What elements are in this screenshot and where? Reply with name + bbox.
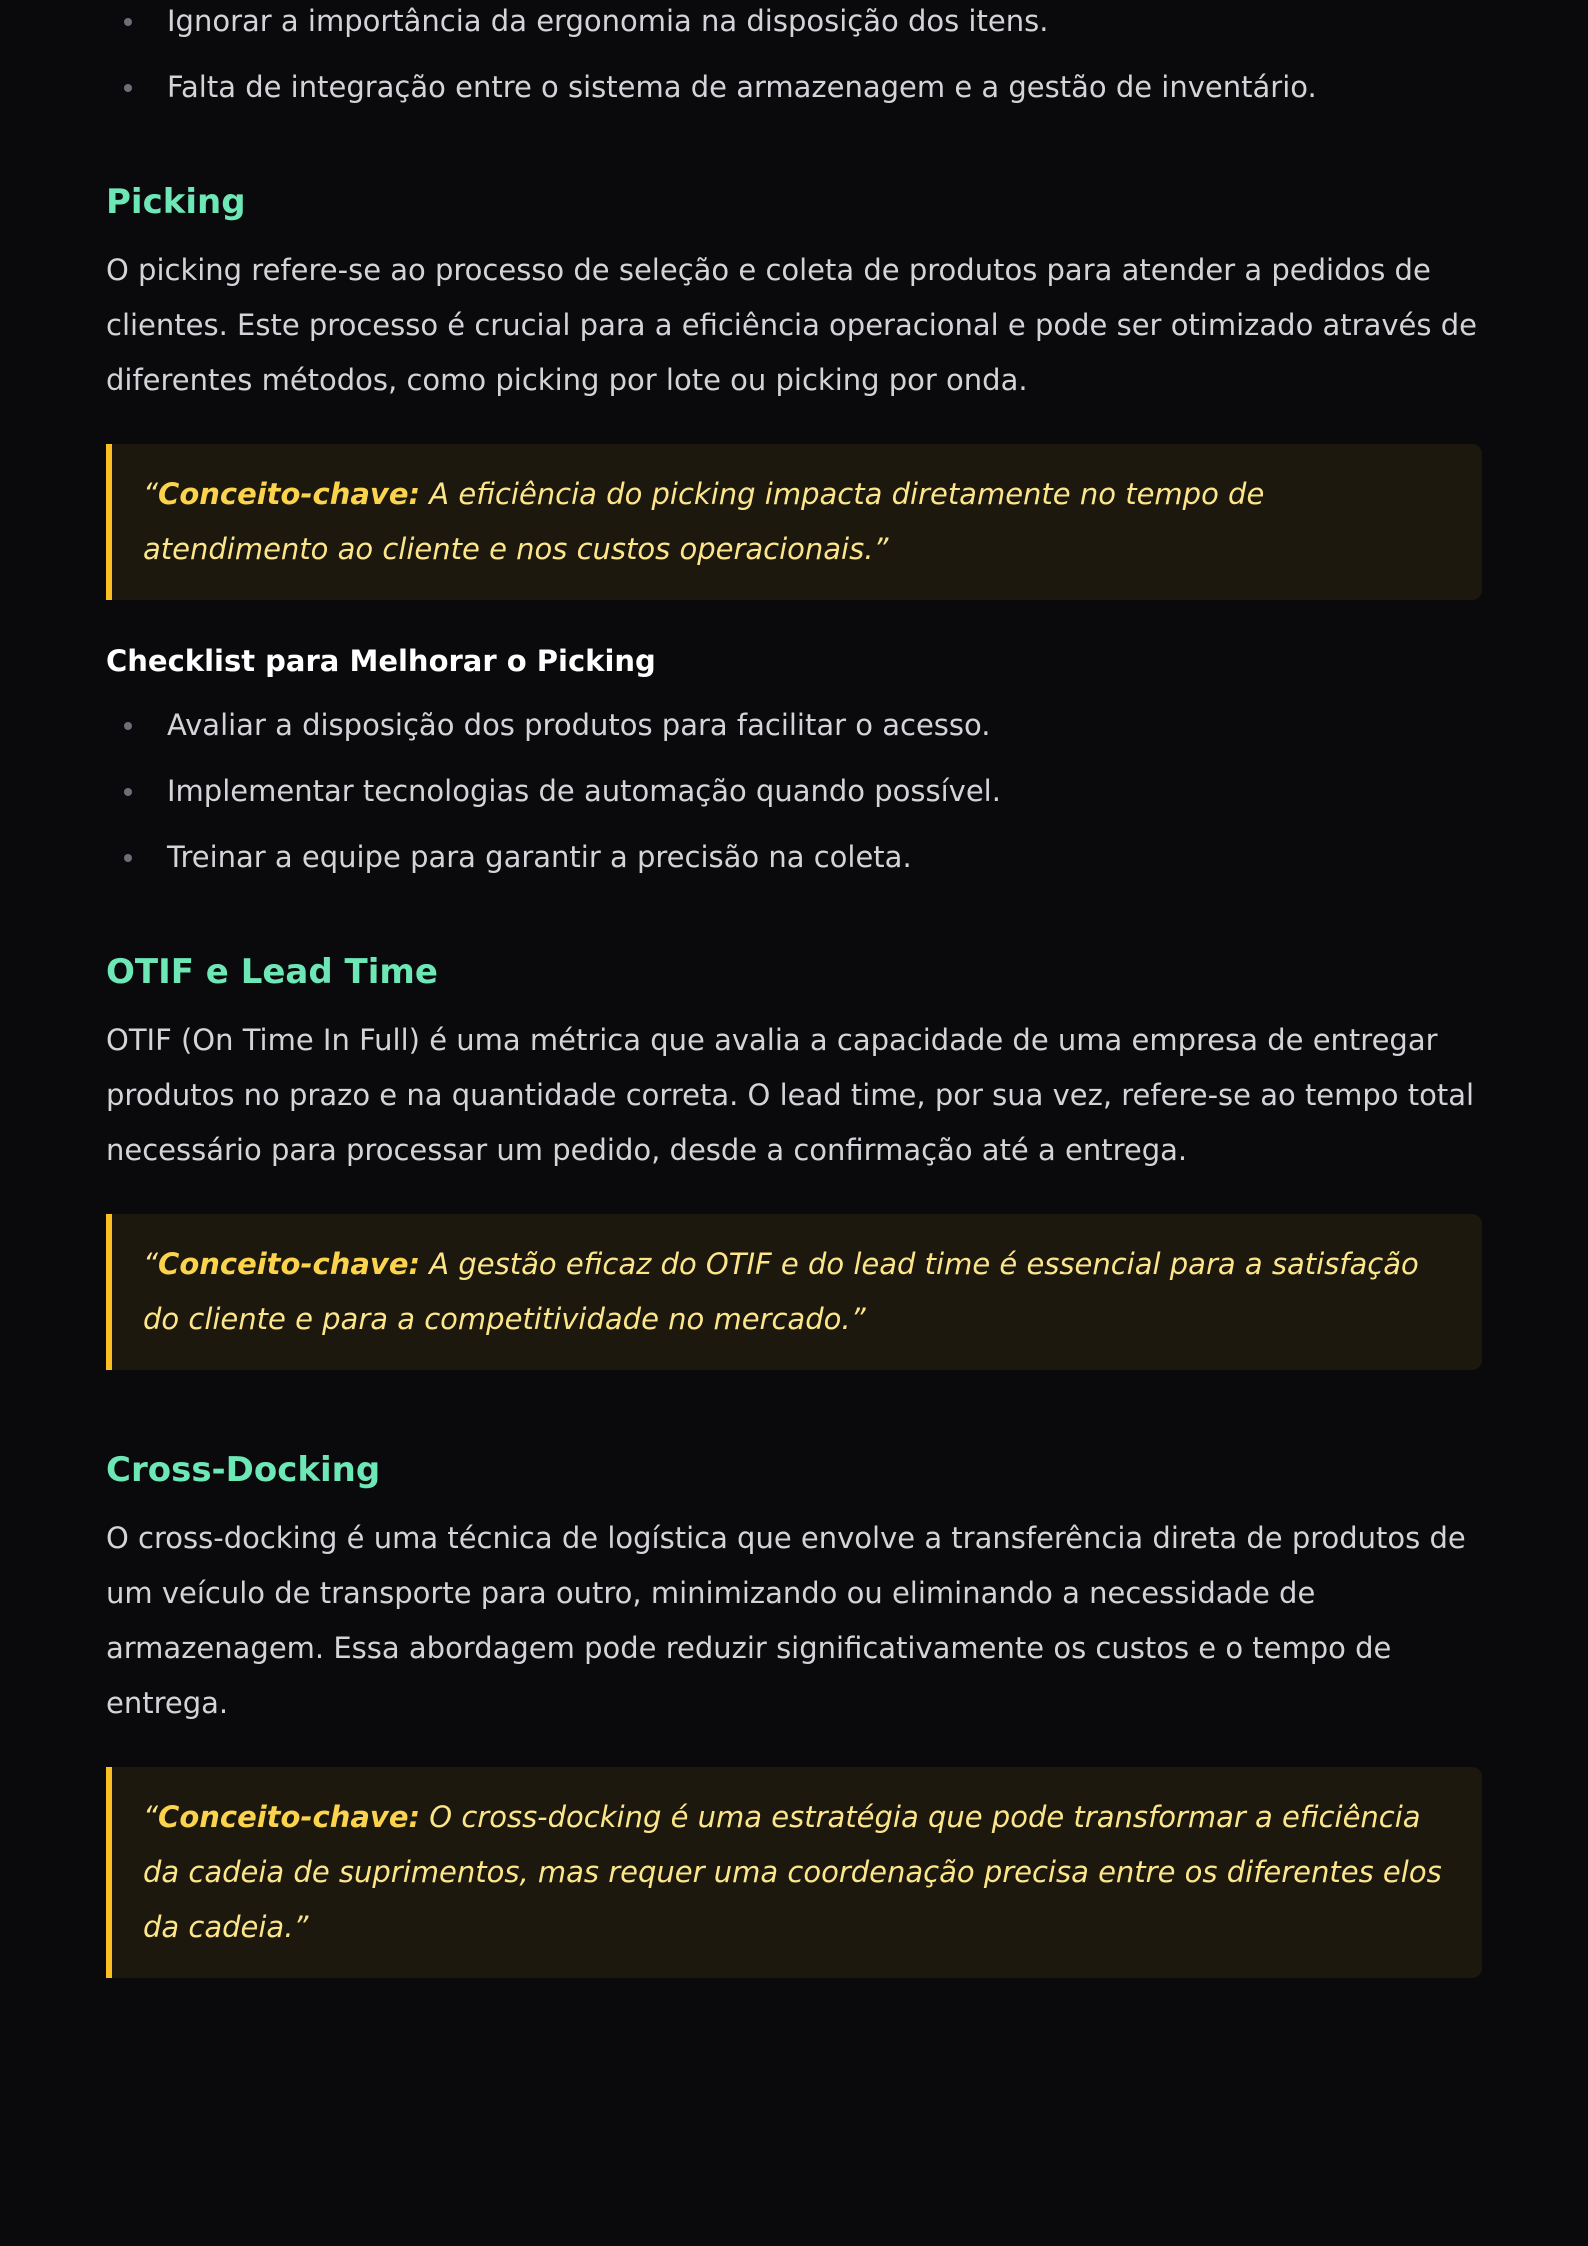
callout-label: Conceito-chave: [158, 1800, 421, 1834]
picking-paragraph: O picking refere-se ao processo de seleção e coleta de produtos para atender a pedidos de clientes. Este processo é crucial para a eficiência operacional e pode ser otimizado através de diferentes métodos, como picking por lote ou picking por onda. [106, 253, 1477, 397]
callout-text: O cross-docking é uma estratégia que pode transformar a eficiência da cadeia de suprimentos, mas requer uma coordenação precisa entre os diferentes elos da cadeia.” [143, 1800, 1442, 1944]
crossdocking-paragraph: O cross-docking é uma técnica de logística que envolve a transferência direta de produtos de um veículo de transporte para outro, minimizando ou eliminando a necessidade de armazenagem. Essa abordagem pode reduzir significativamente os custos e o tempo de entrega. [106, 1521, 1466, 1720]
picking-callout [106, 444, 1482, 600]
callout-text: A gestão eficaz do OTIF e do lead time é essencial para a satisfação do cliente e para a competitividade no mercado.” [143, 1247, 1419, 1336]
list-item: Falta de integração entre o sistema de armazenagem e a gestão de inventário. [106, 66, 1482, 108]
callout-open-quote: “ [143, 1800, 159, 1834]
callout-text: A eficiência do picking impacta diretamente no tempo de atendimento ao cliente e nos custos operacionais.” [143, 477, 1265, 566]
checklist-title: Checklist para Melhorar o Picking [106, 644, 656, 678]
otif-callout [106, 1214, 1482, 1370]
callout-label: Conceito-chave: [158, 477, 421, 511]
list-item: Ignorar a importância da ergonomia na disposição dos itens. [106, 0, 1482, 42]
callout-open-quote: “ [143, 477, 159, 511]
section-title-picking: Picking [106, 182, 246, 222]
crossdocking-callout [106, 1767, 1482, 1978]
intro-list [106, 0, 1482, 108]
list-item: Treinar a equipe para garantir a precisão na coleta. [106, 836, 1482, 878]
list-item: Avaliar a disposição dos produtos para facilitar o acesso. [106, 704, 1482, 746]
article-content [106, 0, 1482, 1978]
picking-checklist [106, 704, 1482, 878]
otif-paragraph: OTIF (On Time In Full) é uma métrica que avalia a capacidade de uma empresa de entregar produtos no prazo e na quantidade correta. O lead time, por sua vez, refere-se ao tempo total necessário para processar um pedido, desde a confirmação até a entrega. [106, 1023, 1475, 1167]
callout-label: Conceito-chave: [158, 1247, 421, 1281]
section-title-crossdocking: Cross-Docking [106, 1450, 381, 1490]
callout-open-quote: “ [143, 1247, 159, 1281]
list-item: Implementar tecnologias de automação quando possível. [106, 770, 1482, 812]
section-title-otif: OTIF e Lead Time [106, 952, 438, 992]
